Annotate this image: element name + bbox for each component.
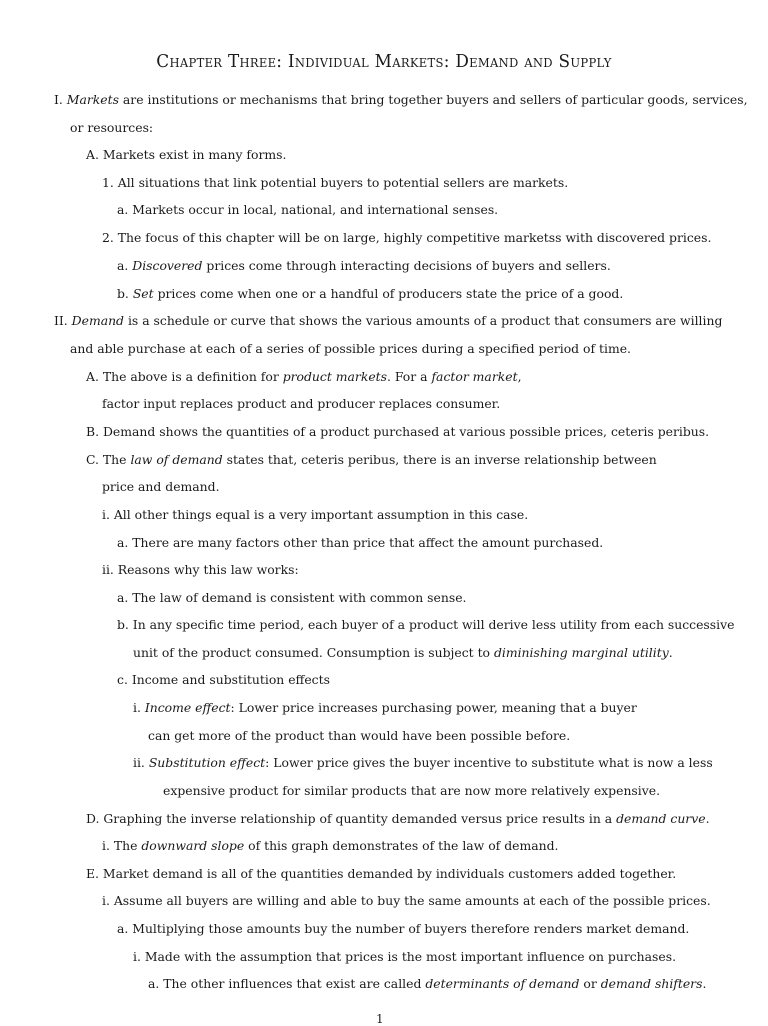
outline-line: can get more of the product than would have been possible before. xyxy=(148,728,571,743)
outline-line: ii. Substitution effect: Lower price gives the buyer incentive to substitute what is now a less xyxy=(133,755,713,770)
outline-line: a. The law of demand is consistent with common sense. xyxy=(117,590,467,605)
outline-line: a. There are many factors other than price that affect the amount purchased. xyxy=(117,535,604,550)
outline-line: B. Demand shows the quantities of a product purchased at various possible prices, ceteris peribus. xyxy=(86,424,710,439)
outline-line: i. All other things equal is a very important assumption in this case. xyxy=(102,507,529,522)
outline-line: C. The law of demand states that, ceteris peribus, there is an inverse relationship between xyxy=(86,452,657,467)
outline-line: i. Made with the assumption that prices is the most important influence on purchases. xyxy=(133,949,677,964)
outline-line: b. Set prices come when one or a handful of producers state the price of a good. xyxy=(117,286,624,301)
outline-line: and able purchase at each of a series of possible prices during a specified period of time. xyxy=(70,341,631,356)
outline-line: 1. All situations that link potential buyers to potential sellers are markets. xyxy=(102,175,569,190)
outline-line: c. Income and substitution effects xyxy=(117,672,330,687)
outline-line: D. Graphing the inverse relationship of quantity demanded versus price results in a demand curve. xyxy=(86,811,710,826)
outline-line: i. The downward slope of this graph demonstrates of the law of demand. xyxy=(102,838,559,853)
outline-line: 2. The focus of this chapter will be on large, highly competitive marketss with discovered prices. xyxy=(102,230,712,245)
outline-line: unit of the product consumed. Consumption is subject to diminishing marginal utility. xyxy=(133,645,673,660)
outline-line: expensive product for similar products that are now more relatively expensive. xyxy=(163,783,661,798)
page-title: Chapter Three: Individual Markets: Demand and Supply xyxy=(156,52,612,72)
outline-line: a. The other influences that exist are called determinants of demand or demand shifters. xyxy=(148,976,707,991)
outline-line: I. Markets are institutions or mechanisms that bring together buyers and sellers of particular goods, services, xyxy=(54,92,748,107)
outline-line: a. Discovered prices come through interacting decisions of buyers and sellers. xyxy=(117,258,611,273)
outline-line: or resources: xyxy=(70,120,154,135)
outline-line: ii. Reasons why this law works: xyxy=(102,562,299,577)
outline-line: i. Assume all buyers are willing and able to buy the same amounts at each of the possible prices. xyxy=(102,893,711,908)
outline-line: factor input replaces product and producer replaces consumer. xyxy=(102,396,501,411)
outline-line: A. Markets exist in many forms. xyxy=(86,147,287,162)
outline-line: b. In any specific time period, each buyer of a product will derive less utility from each successive xyxy=(117,617,735,632)
page-number: 1 xyxy=(376,1012,384,1026)
outline-line: a. Markets occur in local, national, and international senses. xyxy=(117,202,499,217)
outline-line: price and demand. xyxy=(102,479,220,494)
outline-line: E. Market demand is all of the quantities demanded by individuals customers added together. xyxy=(86,866,677,881)
outline-line: a. Multiplying those amounts buy the number of buyers therefore renders market demand. xyxy=(117,921,690,936)
outline-line: i. Income effect: Lower price increases purchasing power, meaning that a buyer xyxy=(133,700,637,715)
outline-line: A. The above is a definition for product markets. For a factor market, xyxy=(86,369,522,384)
outline-line: II. Demand is a schedule or curve that shows the various amounts of a product that consumers are willing xyxy=(54,313,723,328)
